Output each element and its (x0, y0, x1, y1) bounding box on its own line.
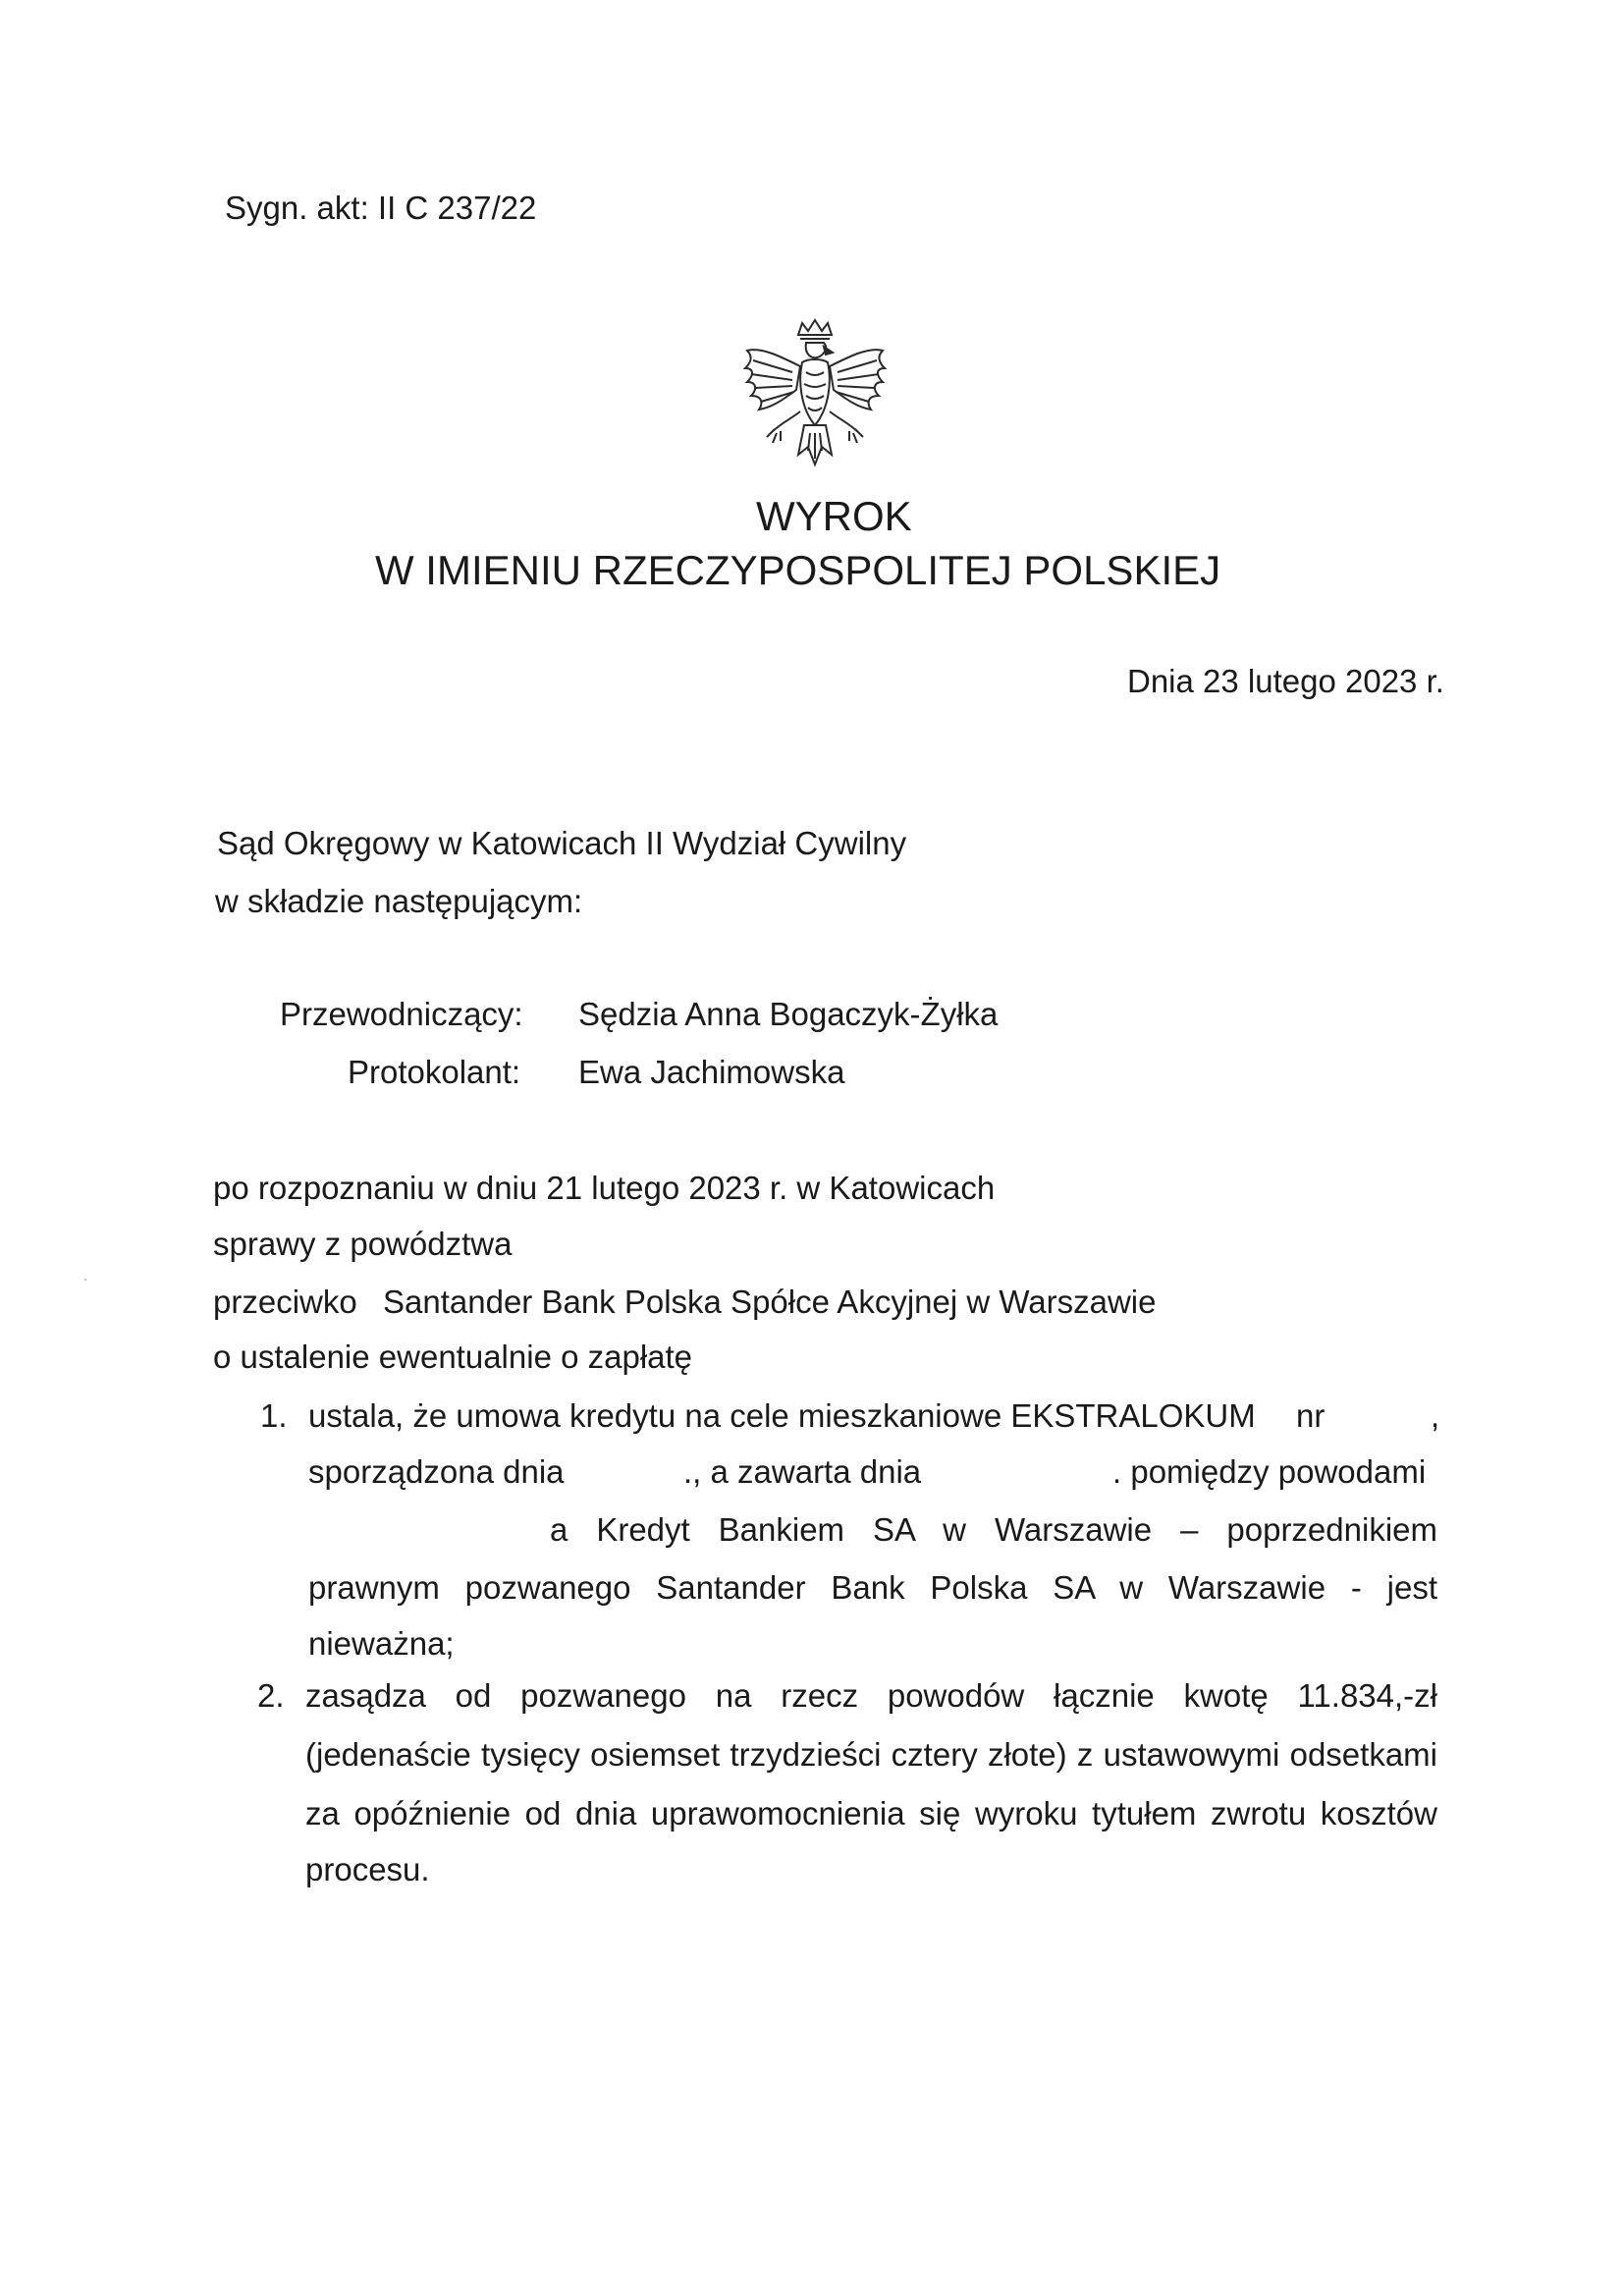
panel-clerk-label: Protokolant: (348, 1054, 521, 1090)
against-label: przeciwko (213, 1284, 357, 1320)
judgment-title: WYROK (756, 493, 912, 539)
ruling-2-number: 2. (257, 1677, 285, 1714)
ruling-1-line-5: nieważna; (308, 1625, 455, 1662)
ruling-2-line-3: za opóźnienie od dnia uprawomocnienia się wyroku tytułem zwrotu kosztów (305, 1795, 1437, 1831)
ruling-2-line-4: procesu. (305, 1851, 430, 1887)
defendant-name: Santander Bank Polska Spółce Akcyjnej w Warszawie (383, 1284, 1157, 1320)
ruling-2-line-1: zasądza od pozwanego na rzecz powodów łącznie kwotę 11.834,-zł (305, 1677, 1437, 1714)
court-name: Sąd Okręgowy w Katowicach II Wydział Cywilny (217, 825, 907, 861)
hearing-line: po rozpoznaniu w dniu 21 lutego 2023 r. w Katowicach (213, 1170, 996, 1206)
ruling-1-concluded: ., a zawarta dnia (683, 1453, 922, 1490)
judgment-subtitle: W IMIENIU RZECZYPOSPOLITEJ POLSKIEJ (375, 547, 1221, 593)
panel-chair-name: Sędzia Anna Bogaczyk-Żyłka (578, 996, 999, 1032)
ruling-1-between: . pomiędzy powodami (1112, 1453, 1427, 1490)
case-subject: o ustalenie ewentualnie o zapłatę (213, 1339, 693, 1375)
ruling-2-line-2: (jedenaście tysięcy osiemset trzydzieści cztery złote) z ustawowymi odsetkami (305, 1736, 1437, 1773)
ruling-1-nr: nr (1296, 1397, 1325, 1434)
ruling-1-comma: , (1431, 1397, 1440, 1434)
court-composition-intro: w składzie następującym: (215, 883, 583, 919)
panel-clerk-name: Ewa Jachimowska (578, 1054, 845, 1090)
ruling-1-line-1: ustala, że umowa kredytu na cele mieszkaniowe EKSTRALOKUM (308, 1397, 1256, 1434)
judgment-date: Dnia 23 lutego 2023 r. (1127, 663, 1444, 699)
ruling-1-line-4: prawnym pozwanego Santander Bank Polska SA w Warszawie - jest (308, 1569, 1437, 1606)
polish-eagle-emblem (741, 317, 889, 479)
ruling-1-drawn-up: sporządzona dnia (308, 1453, 565, 1490)
scan-speck (84, 1279, 86, 1281)
claim-line: sprawy z powództwa (213, 1226, 513, 1262)
ruling-1-line-3: a Kredyt Bankiem SA w Warszawie – poprzednikiem (550, 1511, 1437, 1548)
case-number: Sygn. akt: II C 237/22 (225, 190, 537, 226)
ruling-1-number: 1. (260, 1397, 288, 1434)
panel-chair-label: Przewodniczący: (280, 996, 523, 1032)
